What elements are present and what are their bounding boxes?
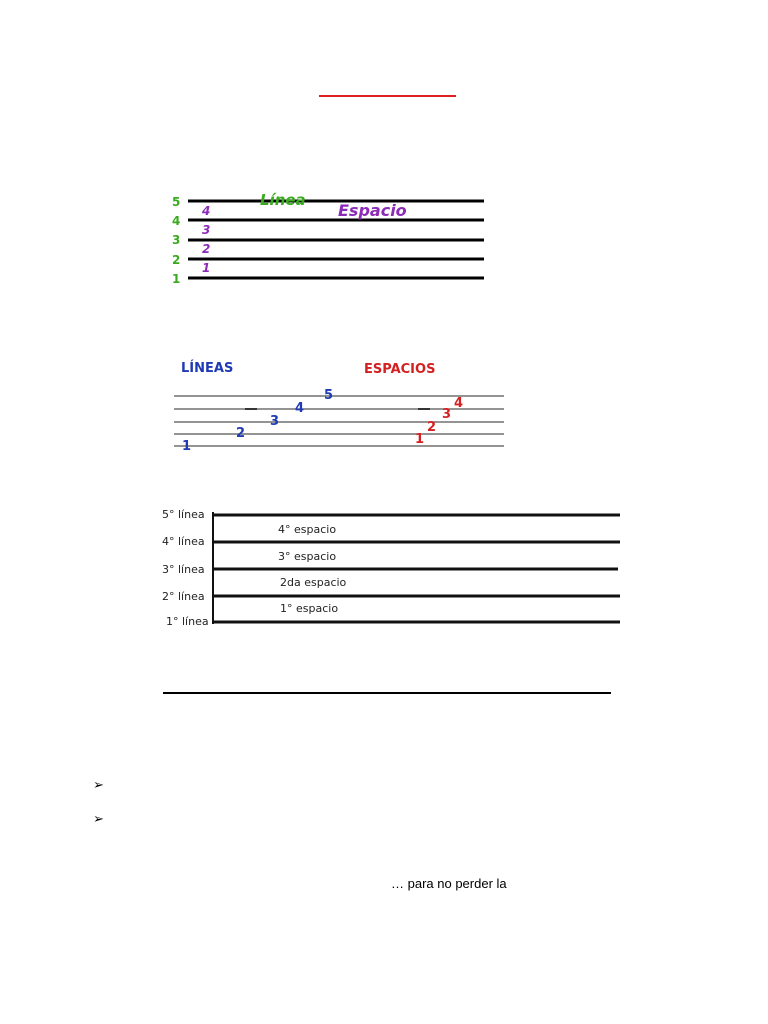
staff-figure-lines-spaces (164, 186, 494, 286)
line-label-4: 4° línea (162, 535, 205, 548)
line-number-4: 4 (172, 214, 181, 228)
line-label-3: 3° línea (162, 563, 205, 576)
staff-figure-labelled (156, 500, 626, 630)
line-number-3: 3 (172, 233, 181, 247)
lineas-title: LÍNEAS (181, 361, 234, 376)
line-label: Línea (260, 191, 306, 209)
staff-lines (212, 515, 620, 622)
staff-figure-lineas-espacios (162, 352, 510, 457)
space-number-2: 2 (202, 242, 211, 256)
space-label: Espacio (338, 201, 407, 220)
space-label-1: 1° espacio (280, 602, 339, 615)
lineas-number-1: 1 (182, 439, 192, 454)
space-number-4: 4 (202, 204, 211, 218)
espacios-number-2: 2 (427, 420, 437, 435)
staff-lines (188, 201, 484, 278)
line-number-1: 1 (172, 272, 181, 286)
space-label-3: 3° espacio (278, 550, 337, 563)
bullet-marker: ➢ (93, 811, 104, 826)
espacios-number-1: 1 (415, 432, 425, 447)
lineas-number-4: 4 (295, 401, 305, 416)
espacios-number-3: 3 (442, 407, 452, 422)
bullet-marker: ➢ (93, 777, 104, 792)
lineas-number-2: 2 (236, 426, 246, 441)
section-divider (163, 692, 611, 694)
heading-underline (319, 95, 456, 97)
space-label-4: 4° espacio (278, 523, 337, 536)
line-label-1: 1° línea (166, 615, 209, 628)
line-label-5: 5° línea (162, 508, 205, 521)
lineas-number-3: 3 (270, 414, 280, 429)
space-number-1: 1 (202, 261, 211, 275)
lineas-number-5: 5 (324, 388, 334, 403)
body-text-fragment: … para no perder la (391, 876, 507, 891)
espacios-number-4: 4 (454, 396, 464, 411)
space-label-2: 2da espacio (280, 576, 347, 589)
line-number-5: 5 (172, 195, 181, 209)
space-number-3: 3 (202, 223, 211, 237)
line-label-2: 2° línea (162, 590, 205, 603)
espacios-title: ESPACIOS (364, 362, 436, 377)
line-number-2: 2 (172, 253, 181, 267)
